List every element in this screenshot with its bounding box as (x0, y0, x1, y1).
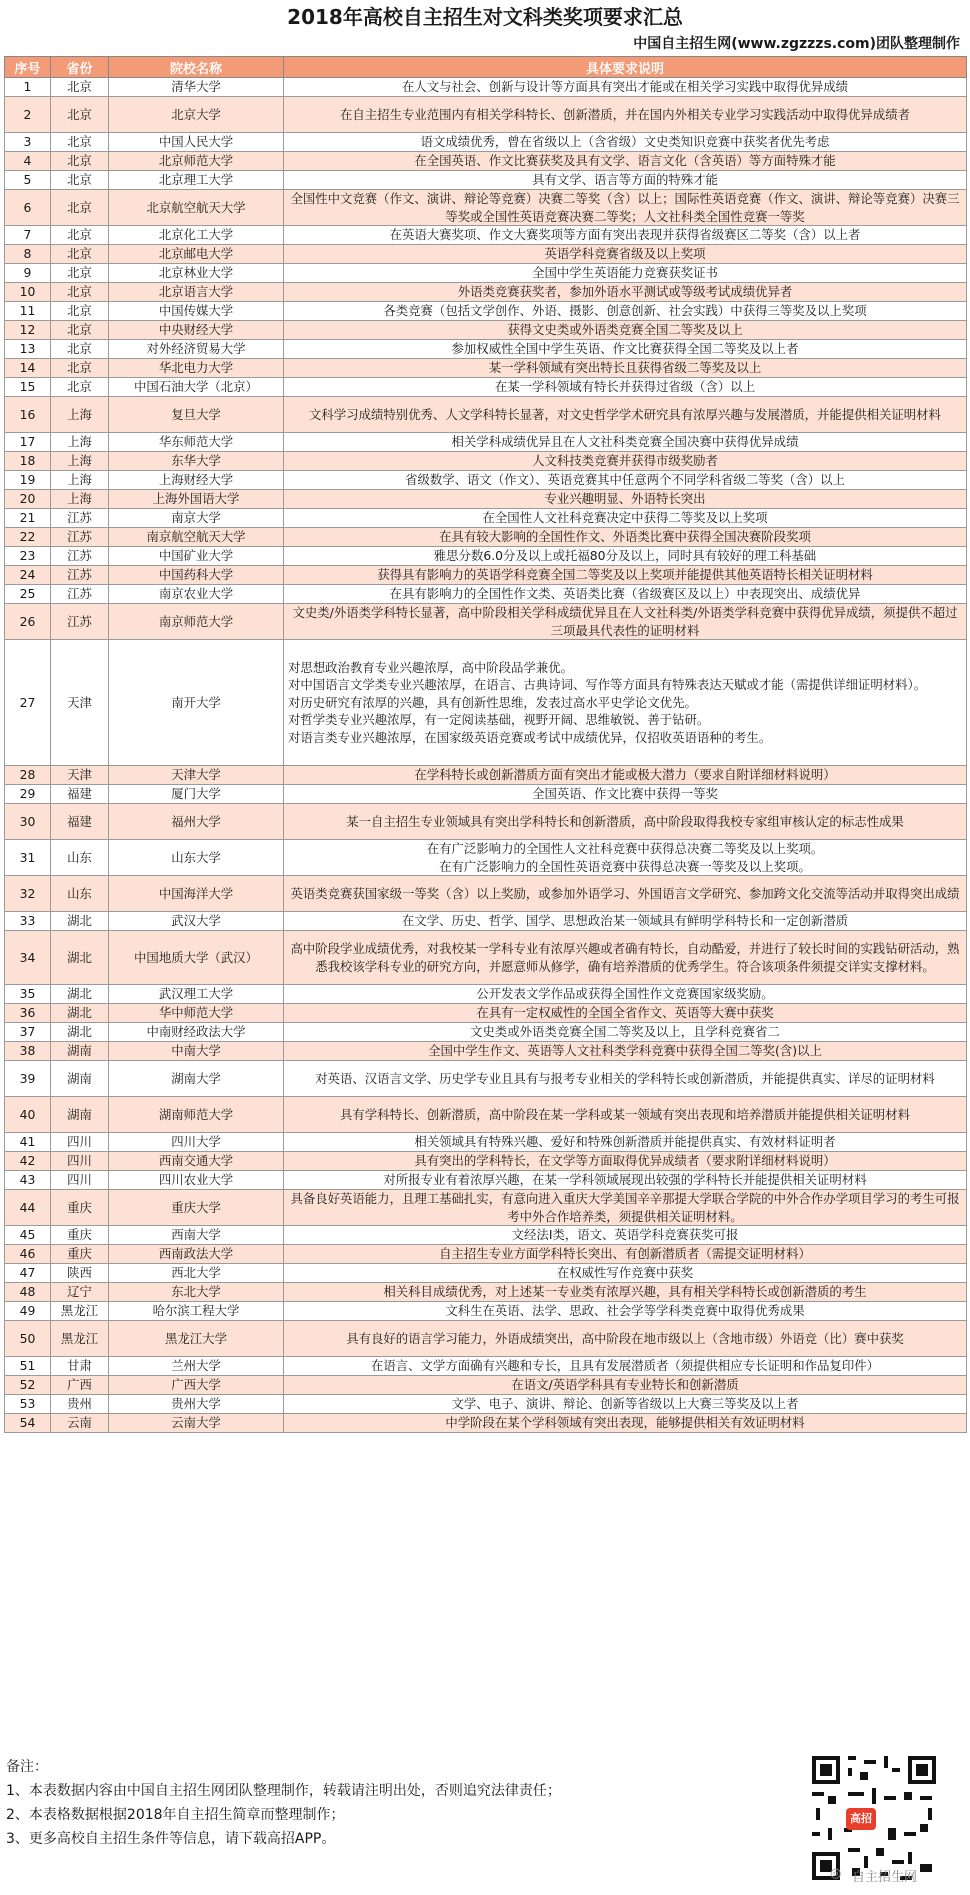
col-header-province: 省份 (51, 57, 109, 78)
row-province: 北京 (51, 264, 109, 283)
table-row (5, 1061, 967, 1097)
row-requirement: 在学科特长或创新潜质方面有突出才能或极大潜力（要求自附详细材料说明） (284, 766, 967, 785)
row-province: 辽宁 (51, 1283, 109, 1302)
table-row (5, 931, 967, 985)
table-row (5, 1395, 967, 1414)
row-school: 北京航空航天大学 (109, 190, 284, 226)
row-number: 50 (5, 1321, 51, 1357)
row-province: 四川 (51, 1152, 109, 1171)
table-row (5, 283, 967, 302)
wechat-icon: ◎ (830, 1866, 842, 1881)
row-number: 29 (5, 785, 51, 804)
row-number: 13 (5, 340, 51, 359)
row-school: 中央财经大学 (109, 321, 284, 340)
table-row (5, 1226, 967, 1245)
row-requirement: 外语类竞赛获奖者，参加外语水平测试或等级考试成绩优异者 (284, 283, 967, 302)
row-province: 江苏 (51, 566, 109, 585)
table-row (5, 378, 967, 397)
table-row (5, 566, 967, 585)
row-province: 北京 (51, 190, 109, 226)
row-province: 陕西 (51, 1264, 109, 1283)
row-school: 北京林业大学 (109, 264, 284, 283)
table-row (5, 1357, 967, 1376)
table-row (5, 547, 967, 566)
requirements-table (4, 56, 967, 1433)
row-school: 对外经济贸易大学 (109, 340, 284, 359)
row-requirement: 获得具有影响力的英语学科竞赛全国二等奖及以上奖项并能提供其他英语特长相关证明材料 (284, 566, 967, 585)
row-province: 江苏 (51, 509, 109, 528)
row-school: 华东师范大学 (109, 433, 284, 452)
row-school: 中国石油大学（北京） (109, 378, 284, 397)
row-school: 上海外国语大学 (109, 490, 284, 509)
row-school: 武汉大学 (109, 912, 284, 931)
row-province: 云南 (51, 1414, 109, 1433)
row-number: 19 (5, 471, 51, 490)
table-row (5, 840, 967, 876)
row-requirement: 文史类/外语类学科特长显著，高中阶段相关学科成绩优异且在人文社科类/外语类学科竞赛中获得优异成绩，须提供不超过三项最具代表性的证明材料 (284, 604, 967, 640)
row-requirement: 对思想政治教育专业兴趣浓厚，高中阶段品学兼优。 对中国语言文学类专业兴趣浓厚，在语言、古典诗词、写作等方面具有特殊表达天赋或才能（需提供详细证明材料）。 对历史研究有浓厚的兴趣，具有创新性思维，发表过高水平史学论文优先。 对哲学类专业兴趣浓厚，有一定阅读基础，视野开阔、思维敏锐、善于钻研。 对语言类专业兴趣浓厚，在国家级英语竞赛或考试中成绩优异，仅招收英语语种的考生。 (284, 640, 967, 766)
row-province: 上海 (51, 490, 109, 509)
row-school: 广西大学 (109, 1376, 284, 1395)
row-requirement: 相关领域具有特殊兴趣、爱好和特殊创新潜质并能提供真实、有效材料证明者 (284, 1133, 967, 1152)
row-number: 38 (5, 1042, 51, 1061)
row-number: 51 (5, 1357, 51, 1376)
table-row (5, 359, 967, 378)
row-number: 17 (5, 433, 51, 452)
row-requirement: 文科生在英语、法学、思政、社会学等学科类竞赛中取得优秀成果 (284, 1302, 967, 1321)
row-province: 黑龙江 (51, 1302, 109, 1321)
row-school: 南开大学 (109, 640, 284, 766)
row-number: 7 (5, 226, 51, 245)
row-requirement: 雅思分数6.0分及以上或托福80分及以上，同时具有较好的理工科基础 (284, 547, 967, 566)
table-header (5, 57, 967, 78)
row-school: 东华大学 (109, 452, 284, 471)
row-requirement: 省级数学、语文（作文）、英语竞赛其中任意两个不同学科省级二等奖（含）以上 (284, 471, 967, 490)
row-number: 3 (5, 133, 51, 152)
table-row (5, 264, 967, 283)
table-row (5, 1133, 967, 1152)
row-requirement: 获得文史类或外语类竞赛全国二等奖及以上 (284, 321, 967, 340)
row-province: 天津 (51, 766, 109, 785)
table-row (5, 985, 967, 1004)
row-requirement: 在全国英语、作文比赛获奖及具有文学、语言文化（含英语）等方面特殊才能 (284, 152, 967, 171)
row-school: 北京化工大学 (109, 226, 284, 245)
row-province: 福建 (51, 804, 109, 840)
row-number: 9 (5, 264, 51, 283)
table-row (5, 226, 967, 245)
row-number: 46 (5, 1245, 51, 1264)
table-row (5, 302, 967, 321)
row-number: 23 (5, 547, 51, 566)
row-requirement: 在具有影响力的全国性作文类、英语类比赛（省级赛区及以上）中表现突出、成绩优异 (284, 585, 967, 604)
row-number: 1 (5, 78, 51, 97)
row-school: 中国人民大学 (109, 133, 284, 152)
row-province: 重庆 (51, 1226, 109, 1245)
row-school: 北京邮电大学 (109, 245, 284, 264)
row-school: 复旦大学 (109, 397, 284, 433)
row-province: 甘肃 (51, 1357, 109, 1376)
row-number: 52 (5, 1376, 51, 1395)
table-row (5, 152, 967, 171)
table-row (5, 97, 967, 133)
row-school: 中国矿业大学 (109, 547, 284, 566)
row-school: 西南交通大学 (109, 1152, 284, 1171)
row-province: 天津 (51, 640, 109, 766)
table-row (5, 321, 967, 340)
row-province: 北京 (51, 283, 109, 302)
col-header-number: 序号 (5, 57, 51, 78)
row-number: 6 (5, 190, 51, 226)
row-number: 16 (5, 397, 51, 433)
row-number: 26 (5, 604, 51, 640)
row-number: 28 (5, 766, 51, 785)
row-province: 北京 (51, 97, 109, 133)
row-number: 39 (5, 1061, 51, 1097)
row-requirement: 高中阶段学业成绩优秀，对我校某一学科专业有浓厚兴趣或者确有特长，自动酷爱，并进行了较长时间的实践钻研活动，熟悉我校该学科专业的研究方向，并愿意师从修学，确有培养潜质的优秀学生。符合该项条件须提交详实支撑材料。 (284, 931, 967, 985)
row-requirement: 在某一学科领域有特长并获得过省级（含）以上 (284, 378, 967, 397)
row-number: 42 (5, 1152, 51, 1171)
row-school: 东北大学 (109, 1283, 284, 1302)
row-province: 北京 (51, 245, 109, 264)
row-school: 华中师范大学 (109, 1004, 284, 1023)
row-province: 上海 (51, 471, 109, 490)
row-requirement: 在具有一定权威性的全国全省作文、英语等大赛中获奖 (284, 1004, 967, 1023)
row-requirement: 在全国性人文社科竞赛决定中获得二等奖及以上奖项 (284, 509, 967, 528)
row-requirement: 某一自主招生专业领域具有突出学科特长和创新潜质，高中阶段取得我校专家组审核认定的标志性成果 (284, 804, 967, 840)
row-requirement: 公开发表文学作品或获得全国性作文竞赛国家级奖励。 (284, 985, 967, 1004)
row-school: 西南政法大学 (109, 1245, 284, 1264)
row-requirement: 在有广泛影响力的全国性人文社科竞赛中获得总决赛二等奖及以上奖项。 在有广泛影响力的全国性英语竞赛中获得总决赛一等奖及以上奖项。 (284, 840, 967, 876)
note-item: 2、本表格数据根据2018年自主招生简章而整理制作； (6, 1807, 345, 1823)
row-requirement: 具有文学、语言等方面的特殊才能 (284, 171, 967, 190)
page-subtitle: 中国自主招生网(www.zgzzzs.com)团队整理制作 (633, 36, 960, 52)
table-body (5, 78, 967, 1433)
row-requirement: 在人文与社会、创新与设计等方面具有突出才能或在相关学习实践中取得优异成绩 (284, 78, 967, 97)
col-header-school: 院校名称 (109, 57, 284, 78)
row-number: 5 (5, 171, 51, 190)
row-number: 21 (5, 509, 51, 528)
table-row (5, 340, 967, 359)
row-province: 山东 (51, 840, 109, 876)
row-requirement: 各类竞赛（包括文学创作、外语、摄影、创意创新、社会实践）中获得三等奖及以上奖项 (284, 302, 967, 321)
row-province: 湖南 (51, 1042, 109, 1061)
row-province: 贵州 (51, 1395, 109, 1414)
row-number: 11 (5, 302, 51, 321)
table-row (5, 1023, 967, 1042)
row-requirement: 对所报专业有着浓厚兴趣，在某一学科领域展现出较强的学科特长并能提供相关证明材料 (284, 1171, 967, 1190)
row-requirement: 文经法I类，语文、英语学科竞赛获奖可报 (284, 1226, 967, 1245)
row-province: 重庆 (51, 1245, 109, 1264)
row-requirement: 中学阶段在某个学科领域有突出表现，能够提供相关有效证明材料 (284, 1414, 967, 1433)
table-row (5, 1321, 967, 1357)
row-province: 湖北 (51, 1004, 109, 1023)
row-requirement: 具有良好的语言学习能力，外语成绩突出，高中阶段在地市级以上（含地市级）外语竞（比）赛中获奖 (284, 1321, 967, 1357)
row-requirement: 文学、电子、演讲、辩论、创新等省级以上大赛三等奖及以上者 (284, 1395, 967, 1414)
row-number: 33 (5, 912, 51, 931)
row-province: 湖北 (51, 931, 109, 985)
row-school: 中南财经政法大学 (109, 1023, 284, 1042)
row-requirement: 人文科技类竞赛并获得市级奖励者 (284, 452, 967, 471)
row-number: 54 (5, 1414, 51, 1433)
row-number: 30 (5, 804, 51, 840)
col-header-requirement: 具体要求说明 (284, 57, 967, 78)
row-number: 37 (5, 1023, 51, 1042)
row-school: 中国地质大学（武汉） (109, 931, 284, 985)
row-number: 32 (5, 876, 51, 912)
row-province: 福建 (51, 785, 109, 804)
row-province: 湖南 (51, 1097, 109, 1133)
row-province: 山东 (51, 876, 109, 912)
row-requirement: 自主招生专业方面学科特长突出、有创新潜质者（需提交证明材料） (284, 1245, 967, 1264)
row-number: 10 (5, 283, 51, 302)
table-row (5, 433, 967, 452)
row-province: 江苏 (51, 547, 109, 566)
row-requirement: 在具有较大影响的全国性作文、外语类比赛中获得全国决赛阶段奖项 (284, 528, 967, 547)
table-row (5, 171, 967, 190)
row-number: 31 (5, 840, 51, 876)
table-row (5, 1042, 967, 1061)
row-province: 湖北 (51, 1023, 109, 1042)
row-number: 53 (5, 1395, 51, 1414)
table-row (5, 509, 967, 528)
row-school: 清华大学 (109, 78, 284, 97)
row-number: 40 (5, 1097, 51, 1133)
row-school: 中国传媒大学 (109, 302, 284, 321)
table-row (5, 585, 967, 604)
row-province: 上海 (51, 452, 109, 471)
table-row (5, 490, 967, 509)
row-province: 北京 (51, 152, 109, 171)
row-province: 北京 (51, 378, 109, 397)
table-row (5, 1283, 967, 1302)
row-school: 北京大学 (109, 97, 284, 133)
row-requirement: 在语文/英语学科具有专业特长和创新潜质 (284, 1376, 967, 1395)
row-number: 4 (5, 152, 51, 171)
page-title: 2018年高校自主招生对文科类奖项要求汇总 (287, 5, 683, 29)
row-school: 南京航空航天大学 (109, 528, 284, 547)
table-row (5, 133, 967, 152)
row-province: 江苏 (51, 528, 109, 547)
table-row (5, 1171, 967, 1190)
row-number: 43 (5, 1171, 51, 1190)
row-number: 22 (5, 528, 51, 547)
row-province: 北京 (51, 171, 109, 190)
row-requirement: 在权威性写作竞赛中获奖 (284, 1264, 967, 1283)
row-school: 中国药科大学 (109, 566, 284, 585)
row-school: 北京语言大学 (109, 283, 284, 302)
row-province: 北京 (51, 302, 109, 321)
row-number: 15 (5, 378, 51, 397)
table-row (5, 1190, 967, 1226)
row-school: 西南大学 (109, 1226, 284, 1245)
table-row (5, 604, 967, 640)
row-province: 北京 (51, 359, 109, 378)
row-school: 西北大学 (109, 1264, 284, 1283)
notes-section (6, 1755, 786, 1851)
row-requirement: 参加权威性全国中学生英语、作文比赛获得全国二等奖及以上者 (284, 340, 967, 359)
row-province: 黑龙江 (51, 1321, 109, 1357)
row-province: 上海 (51, 433, 109, 452)
row-school: 湖南师范大学 (109, 1097, 284, 1133)
row-province: 湖北 (51, 912, 109, 931)
row-school: 天津大学 (109, 766, 284, 785)
row-province: 江苏 (51, 604, 109, 640)
row-number: 27 (5, 640, 51, 766)
row-number: 2 (5, 97, 51, 133)
table-row (5, 471, 967, 490)
qr-logo-badge: 高招 (846, 1808, 876, 1830)
row-number: 35 (5, 985, 51, 1004)
row-school: 南京师范大学 (109, 604, 284, 640)
row-province: 广西 (51, 1376, 109, 1395)
row-requirement: 具有突出的学科特长，在文学等方面取得优异成绩者（要求附详细材料说明） (284, 1152, 967, 1171)
table-row (5, 397, 967, 433)
row-number: 44 (5, 1190, 51, 1226)
row-requirement: 对英语、汉语言文学、历史学专业且具有与报考专业相关的学科特长或创新潜质，并能提供真实、详尽的证明材料 (284, 1061, 967, 1097)
row-province: 上海 (51, 397, 109, 433)
row-requirement: 文史类或外语类竞赛全国二等奖及以上，且学科竞赛省二 (284, 1023, 967, 1042)
row-province: 江苏 (51, 585, 109, 604)
table-row (5, 78, 967, 97)
row-requirement: 相关科目成绩优秀，对上述某一专业类有浓厚兴趣，具有相关学科特长或创新潜质的考生 (284, 1283, 967, 1302)
note-item: 3、更多高校自主招生条件等信息，请下载高招APP。 (6, 1831, 336, 1847)
row-requirement: 英语学科竞赛省级及以上奖项 (284, 245, 967, 264)
table-row (5, 766, 967, 785)
table-row (5, 452, 967, 471)
table-row (5, 785, 967, 804)
row-number: 45 (5, 1226, 51, 1245)
row-school: 山东大学 (109, 840, 284, 876)
row-province: 北京 (51, 321, 109, 340)
row-requirement: 英语类竞赛获国家级一等奖（含）以上奖励，或参加外语学习、外国语言文学研究、参加跨文化交流等活动并取得突出成绩 (284, 876, 967, 912)
row-number: 12 (5, 321, 51, 340)
row-province: 北京 (51, 340, 109, 359)
table-row (5, 1152, 967, 1171)
row-province: 湖北 (51, 985, 109, 1004)
row-requirement: 全国中学生作文、英语等人文社科类学科竞赛中获得全国二等奖(含)以上 (284, 1042, 967, 1061)
notes-heading: 备注： (6, 1759, 48, 1775)
table-row (5, 528, 967, 547)
table-row (5, 1264, 967, 1283)
row-province: 四川 (51, 1133, 109, 1152)
row-number: 36 (5, 1004, 51, 1023)
watermark-text: 自主招生网 (852, 1870, 918, 1885)
row-requirement: 专业兴趣明显、外语特长突出 (284, 490, 967, 509)
row-province: 北京 (51, 226, 109, 245)
note-item: 1、本表数据内容由中国自主招生网团队整理制作，转载请注明出处，否则追究法律责任； (6, 1783, 561, 1799)
table-row (5, 1245, 967, 1264)
table-row (5, 876, 967, 912)
row-number: 8 (5, 245, 51, 264)
row-requirement: 全国英语、作文比赛中获得一等奖 (284, 785, 967, 804)
table-row (5, 245, 967, 264)
row-requirement: 在自主招生专业范围内有相关学科特长、创新潜质，并在国内外相关专业学习实践活动中取得优异成绩者 (284, 97, 967, 133)
row-school: 中南大学 (109, 1042, 284, 1061)
table-row (5, 912, 967, 931)
row-number: 14 (5, 359, 51, 378)
row-number: 34 (5, 931, 51, 985)
row-school: 哈尔滨工程大学 (109, 1302, 284, 1321)
row-school: 四川农业大学 (109, 1171, 284, 1190)
row-number: 41 (5, 1133, 51, 1152)
row-school: 重庆大学 (109, 1190, 284, 1226)
table-row (5, 1302, 967, 1321)
row-school: 北京理工大学 (109, 171, 284, 190)
row-school: 四川大学 (109, 1133, 284, 1152)
row-school: 北京师范大学 (109, 152, 284, 171)
row-school: 贵州大学 (109, 1395, 284, 1414)
row-school: 黑龙江大学 (109, 1321, 284, 1357)
table-row (5, 804, 967, 840)
row-requirement: 文科学习成绩特别优秀、人文学科特长显著，对文史哲学学术研究具有浓厚兴趣与发展潜质，并能提供相关证明材料 (284, 397, 967, 433)
row-requirement: 某一学科领域有突出特长且获得省级二等奖及以上 (284, 359, 967, 378)
row-school: 云南大学 (109, 1414, 284, 1433)
row-school: 华北电力大学 (109, 359, 284, 378)
row-requirement: 全国性中文竞赛（作文、演讲、辩论等竞赛）决赛二等奖（含）以上；国际性英语竞赛（作文、演讲、辩论等竞赛）决赛三等奖或全国性英语竞赛决赛二等奖；人文社科类全国性竞赛一等奖 (284, 190, 967, 226)
row-school: 南京大学 (109, 509, 284, 528)
row-requirement: 相关学科成绩优异且在人文社科类竞赛全国决赛中获得优异成绩 (284, 433, 967, 452)
row-school: 武汉理工大学 (109, 985, 284, 1004)
table-row (5, 190, 967, 226)
row-province: 北京 (51, 133, 109, 152)
row-number: 20 (5, 490, 51, 509)
row-school: 兰州大学 (109, 1357, 284, 1376)
row-number: 18 (5, 452, 51, 471)
row-school: 福州大学 (109, 804, 284, 840)
row-requirement: 在英语大赛奖项、作文大赛奖项等方面有突出表现并获得省级赛区二等奖（含）以上者 (284, 226, 967, 245)
row-number: 49 (5, 1302, 51, 1321)
row-requirement: 全国中学生英语能力竞赛获奖证书 (284, 264, 967, 283)
row-province: 湖南 (51, 1061, 109, 1097)
row-school: 湖南大学 (109, 1061, 284, 1097)
row-requirement: 在文学、历史、哲学、国学、思想政治某一领域具有鲜明学科特长和一定创新潜质 (284, 912, 967, 931)
row-number: 48 (5, 1283, 51, 1302)
row-number: 24 (5, 566, 51, 585)
page-container (4, 2, 966, 1433)
row-requirement: 具有学科特长、创新潜质，高中阶段在某一学科或某一领域有突出表现和培养潜质并能提供相关证明材料 (284, 1097, 967, 1133)
row-school: 厦门大学 (109, 785, 284, 804)
row-province: 四川 (51, 1171, 109, 1190)
table-row (5, 1097, 967, 1133)
table-row (5, 1004, 967, 1023)
row-requirement: 语文成绩优秀，曾在省级以上（含省级）文史类知识竞赛中获奖者优先考虑 (284, 133, 967, 152)
row-requirement: 在语言、文学方面确有兴趣和专长，且具有发展潜质者（须提供相应专长证明和作品复印件） (284, 1357, 967, 1376)
row-province: 北京 (51, 78, 109, 97)
row-school: 上海财经大学 (109, 471, 284, 490)
row-requirement: 具备良好英语能力，且理工基础扎实，有意向进入重庆大学美国辛辛那提大学联合学院的中外合作办学项目学习的考生可报考中外合作培养类，须提供相关证明材料。 (284, 1190, 967, 1226)
row-number: 25 (5, 585, 51, 604)
row-province: 重庆 (51, 1190, 109, 1226)
table-row (5, 1376, 967, 1395)
table-row (5, 640, 967, 766)
row-school: 中国海洋大学 (109, 876, 284, 912)
row-school: 南京农业大学 (109, 585, 284, 604)
table-row (5, 1414, 967, 1433)
row-number: 47 (5, 1264, 51, 1283)
